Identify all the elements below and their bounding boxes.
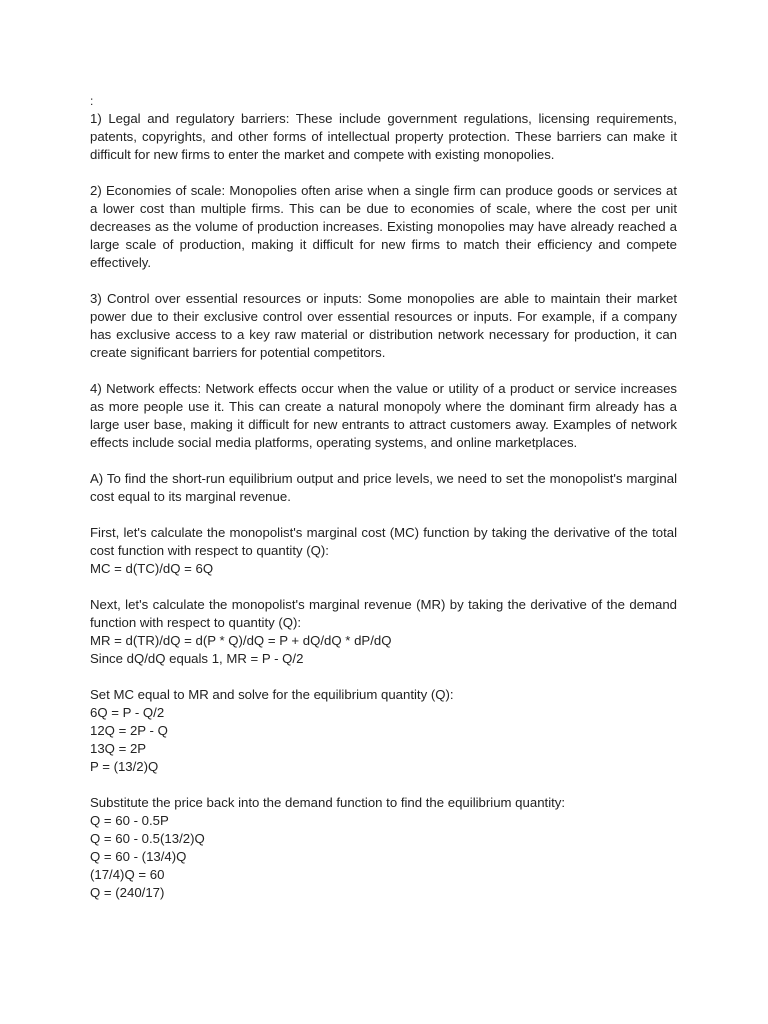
paragraph-set-mc-mr: Set MC equal to MR and solve for the equilibrium quantity (Q):	[90, 687, 454, 702]
paragraph-gap	[90, 452, 677, 470]
paragraph-gap	[90, 164, 677, 182]
equation-line: MR = d(TR)/dQ = d(P * Q)/dQ = P + dQ/dQ * dP/dQ	[90, 633, 392, 648]
paragraph-gap	[90, 776, 677, 794]
equation-line: 13Q = 2P	[90, 741, 147, 756]
equation-line: (17/4)Q = 60	[90, 867, 165, 882]
paragraph-gap	[90, 506, 677, 524]
paragraph-network-effects: 4) Network effects: Network effects occur when the value or utility of a product or service increases as more people use it. This can create a natural monopoly where the dominant firm already has a large user base, making it difficult for new entrants to attract customers away. Examples of network effects include social media platforms, operating systems, and online marketplaces.	[90, 381, 677, 450]
equation-line: P = (13/2)Q	[90, 759, 159, 774]
paragraph-marginal-revenue: Next, let's calculate the monopolist's marginal revenue (MR) by taking the derivative of the demand function with respect to quantity (Q):	[90, 597, 677, 630]
paragraph-substitute-price: Substitute the price back into the demand function to find the equilibrium quantity:	[90, 795, 566, 810]
equation-line: Since dQ/dQ equals 1, MR = P - Q/2	[90, 651, 304, 666]
paragraph-gap	[90, 362, 677, 380]
equation-line: Q = 60 - 0.5(13/2)Q	[90, 831, 205, 846]
equation-line: Q = 60 - 0.5P	[90, 813, 169, 828]
top-mark: :	[90, 94, 94, 108]
document-page	[90, 92, 677, 902]
paragraph-gap	[90, 668, 677, 686]
equation-line: 12Q = 2P - Q	[90, 723, 168, 738]
paragraph-gap	[90, 272, 677, 290]
paragraph-equilibrium-intro: A) To find the short-run equilibrium output and price levels, we need to set the monopolist's marginal cost equal to its marginal revenue.	[90, 471, 677, 504]
equation-line: 6Q = P - Q/2	[90, 705, 165, 720]
paragraph-gap	[90, 578, 677, 596]
equation-line: Q = 60 - (13/4)Q	[90, 849, 187, 864]
equation-line: Q = (240/17)	[90, 885, 165, 900]
equation-line: MC = d(TC)/dQ = 6Q	[90, 561, 214, 576]
paragraph-legal-barriers: 1) Legal and regulatory barriers: These include government regulations, licensing requirements, patents, copyrights, and other forms of intellectual property protection. These barriers can make it difficult for new firms to enter the market and compete with existing monopolies.	[90, 111, 677, 162]
paragraph-marginal-cost: First, let's calculate the monopolist's marginal cost (MC) function by taking the derivative of the total cost function with respect to quantity (Q):	[90, 525, 677, 558]
paragraph-control-resources: 3) Control over essential resources or inputs: Some monopolies are able to maintain their market power due to their exclusive control over essential resources or inputs. For example, if a company has exclusive access to a key raw material or distribution network necessary for production, it can create significant barriers for potential competitors.	[90, 291, 677, 360]
paragraph-economies-of-scale: 2) Economies of scale: Monopolies often arise when a single firm can produce goods or services at a lower cost than multiple firms. This can be due to economies of scale, where the cost per unit decreases as the volume of production increases. Existing monopolies may have already reached a large scale of production, making it difficult for new firms to match their efficiency and compete effectively.	[90, 183, 677, 270]
